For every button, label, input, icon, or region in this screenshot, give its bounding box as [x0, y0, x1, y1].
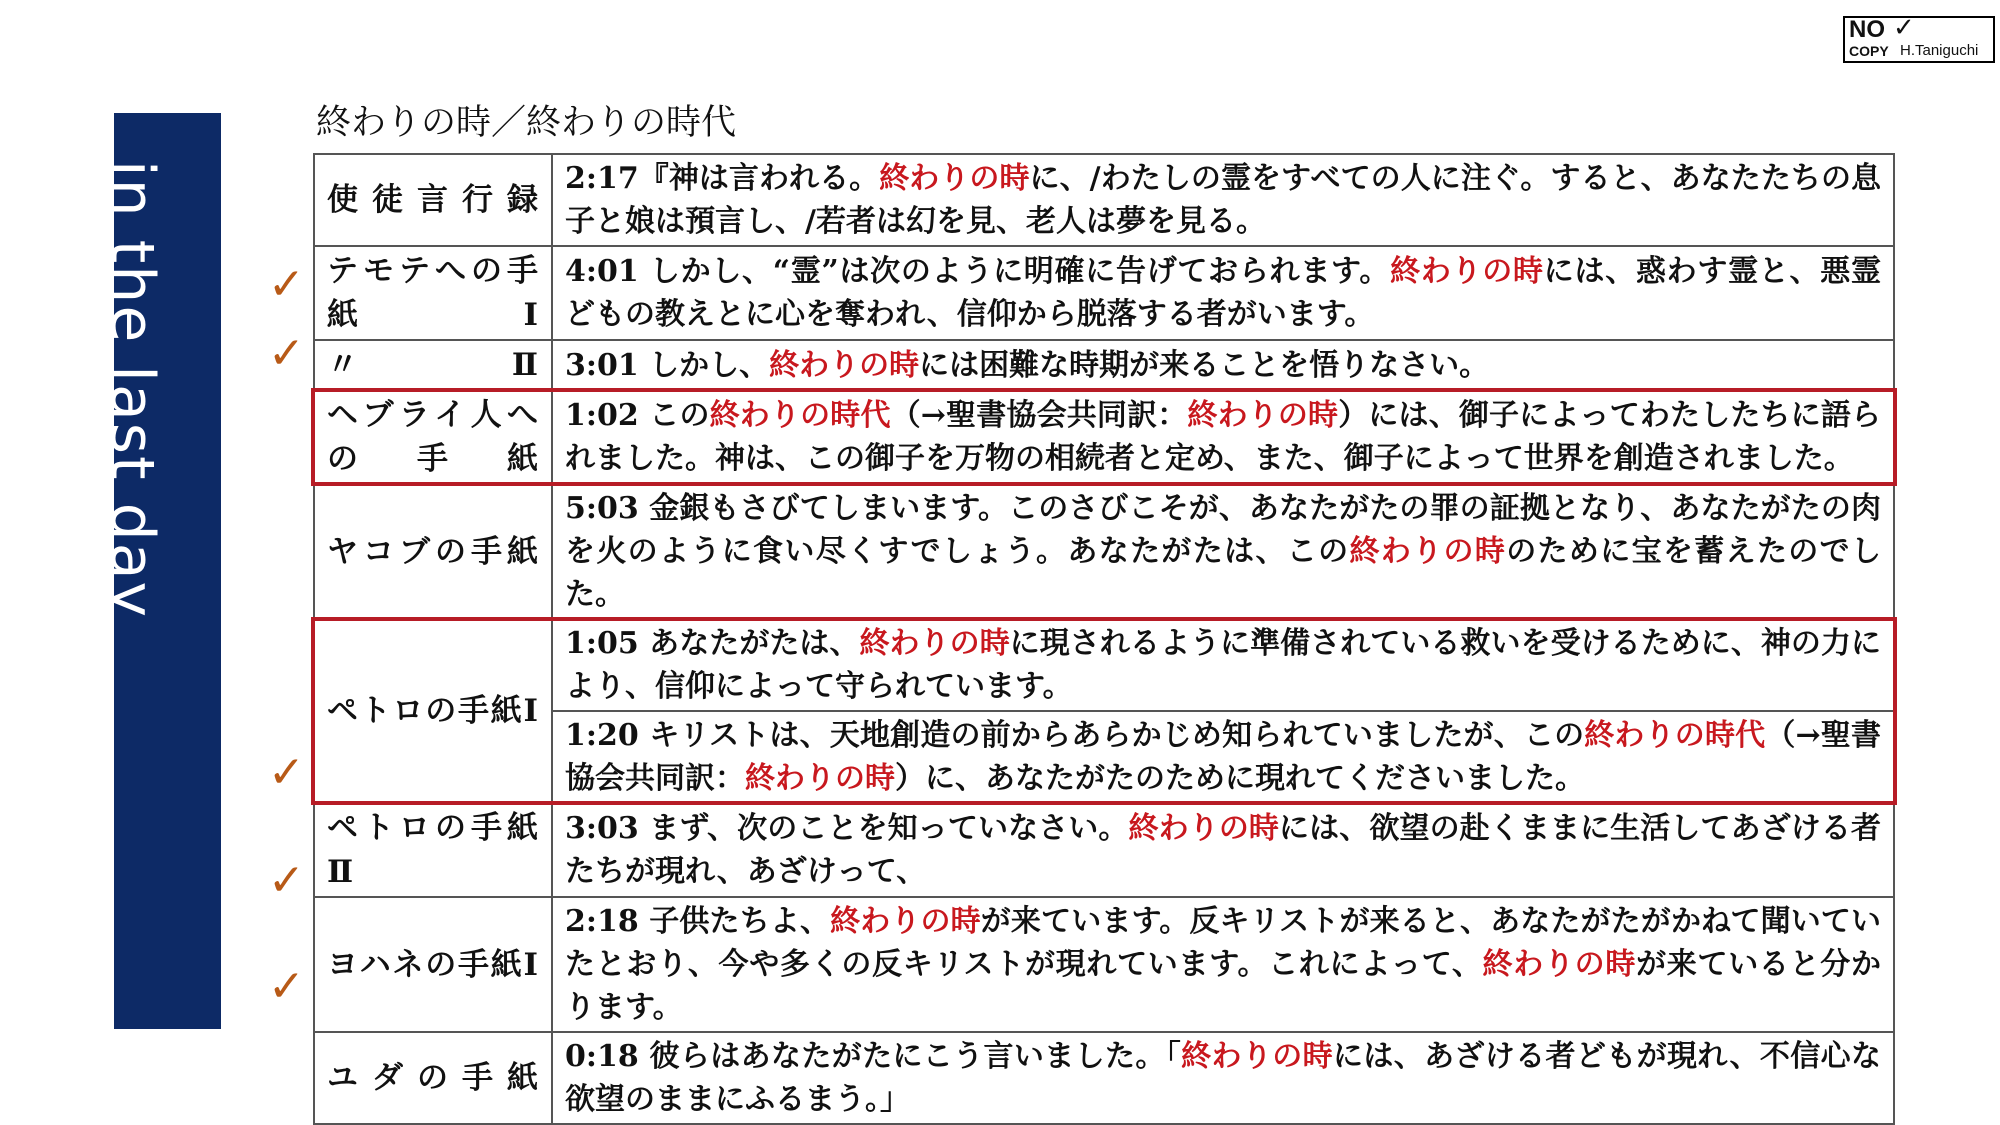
check-icon: ✓	[268, 328, 305, 379]
book-cell	[314, 619, 552, 803]
verse-cell	[552, 897, 1894, 1032]
verse-table	[313, 153, 1895, 1125]
verse-text: ）に、あなたがたのために現れてくださいました。	[895, 761, 1585, 796]
book-cell	[314, 246, 552, 340]
verse-cell	[552, 711, 1894, 803]
highlighted-phrase: 終わりの時代	[709, 398, 891, 433]
table-row	[314, 803, 1894, 897]
book-cell	[314, 484, 552, 619]
table-row	[314, 619, 1894, 711]
verse-text: 1:02 この	[565, 398, 710, 433]
verse-text: 2:18 子供たちよ、	[565, 904, 831, 939]
book-name: ヘブライ人への手紙	[327, 397, 539, 477]
logo-copy-text: COPY	[1849, 43, 1889, 59]
verse-text: が来ています。反キリストが来ると、あなたがたがかねて聞いていたとおり、今や多くの反キリストが現れています。これによって、	[565, 904, 1882, 982]
highlighted-phrase: 終わりの時	[1128, 811, 1280, 846]
table-row	[314, 246, 1894, 340]
verse-text: 5:03 金銀もさびてしまいます。このさびこそが、あなたがたの罪の証拠となり、あなたがたの肉を火のように食い尽くすでしょう。あなたがたは、この	[565, 491, 1881, 569]
highlighted-phrase: 終わりの時代	[1584, 718, 1766, 753]
book-cell	[314, 897, 552, 1032]
verse-text: 1:05 あなたがたは、	[565, 626, 860, 661]
book-name: ヨハネの手紙Ⅰ	[327, 946, 539, 983]
highlighted-phrase: 終わりの時	[1482, 947, 1637, 982]
table-row	[314, 484, 1894, 619]
book-name: ペトロの手紙Ⅰ	[327, 693, 539, 729]
verse-cell	[552, 619, 1894, 711]
book-name: ユダの手紙	[327, 1060, 539, 1096]
highlighted-phrase: 終わりの時	[830, 904, 981, 939]
highlighted-phrase: 終わりの時	[1187, 398, 1339, 433]
table-row	[314, 390, 1894, 484]
book-cell	[314, 1032, 552, 1124]
verse-text: には困難な時期が来ることを悟りなさい。	[919, 347, 1490, 383]
verse-text: のために宝を蓄えたのでした。	[565, 534, 1881, 612]
book-name: ヤコブの手紙	[327, 533, 539, 570]
book-name: ペトロの手紙Ⅱ	[327, 810, 539, 890]
table-row	[314, 340, 1894, 390]
highlighted-phrase: 終わりの時	[1349, 534, 1507, 569]
verse-text: 0:18 彼らはあなたがたにこう言いました。「	[565, 1039, 1182, 1074]
check-icon: ✓	[268, 855, 305, 906]
table-row	[314, 897, 1894, 1032]
verse-text: 1:20 キリストは、天地創造の前からあらかじめ知られていましたが、この	[565, 718, 1585, 753]
book-name: 使徒言行録	[327, 182, 539, 218]
verse-cell	[552, 390, 1894, 484]
verse-text: には、あざける者どもが現れ、不信心な欲望のままにふるまう。」	[565, 1039, 1882, 1117]
table-row	[314, 154, 1894, 246]
verse-text: 4:01 しかし、“霊”は次のように明確に告げておられます。	[565, 254, 1391, 289]
verse-text: （→聖書協会共同訳：	[565, 718, 1882, 796]
highlighted-phrase: 終わりの時	[859, 626, 1010, 661]
check-icon: ✓	[268, 747, 305, 798]
logo-no-text: NO	[1849, 16, 1885, 43]
verse-text: には、惑わす霊と、悪霊どもの教えとに心を奪われ、信仰から脱落する者がいます。	[565, 254, 1882, 332]
verse-text: 3:01 しかし、	[565, 347, 770, 383]
highlighted-phrase: 終わりの時	[745, 761, 895, 796]
check-icon: ✓	[268, 259, 305, 310]
verse-cell	[552, 154, 1894, 246]
logo-author-text: H.Taniguchi	[1900, 42, 1979, 59]
verse-cell	[552, 246, 1894, 340]
highlighted-phrase: 終わりの時	[879, 161, 1030, 196]
highlighted-phrase: 終わりの時	[1181, 1039, 1333, 1074]
no-copy-logo	[1843, 12, 1995, 63]
check-icon: ✓	[268, 961, 305, 1012]
verse-cell	[552, 1032, 1894, 1124]
check-column	[268, 0, 308, 1125]
verse-text: には、欲望の赴くままに生活してあざける者たちが現れ、あざけって、	[565, 811, 1882, 889]
verse-text: 2:17『神は言われる。	[565, 161, 880, 196]
verse-cell	[552, 803, 1894, 897]
verse-text: に現されるように準備されている救いを受けるために、神の力により、信仰によって守られています。	[565, 626, 1882, 704]
verse-text: に、/わたしの霊をすべての人に注ぐ。すると、あなたたちの息子と娘は預言し、/若者は幻を見、老人は夢を見る。	[565, 161, 1882, 239]
highlighted-phrase: 終わりの時	[769, 347, 920, 383]
highlighted-phrase: 終わりの時	[1390, 254, 1544, 289]
verse-text: が来ていると分かります。	[565, 947, 1882, 1025]
sidebar-label: in the last day	[97, 160, 167, 619]
table-row	[314, 1032, 1894, 1124]
book-cell	[314, 390, 552, 484]
verse-text: （→聖書協会共同訳：	[890, 398, 1188, 433]
book-cell	[314, 803, 552, 897]
verse-cell	[552, 340, 1894, 390]
book-name: 〃 Ⅱ	[327, 347, 539, 383]
book-cell	[314, 154, 552, 246]
book-cell	[314, 340, 552, 390]
verse-text: ）には、御子によってわたしたちに語られました。神は、この御子を万物の相続者と定め、また、御子によって世界を創造されました。	[565, 398, 1882, 476]
page-title: 終わりの時／終わりの時代	[316, 103, 737, 143]
logo-check-icon: ✓	[1893, 12, 1915, 42]
verse-text: 3:03 まず、次のことを知っていなさい。	[565, 811, 1129, 846]
book-name: テモテへの手紙Ⅰ	[327, 253, 539, 333]
verse-cell	[552, 484, 1894, 619]
